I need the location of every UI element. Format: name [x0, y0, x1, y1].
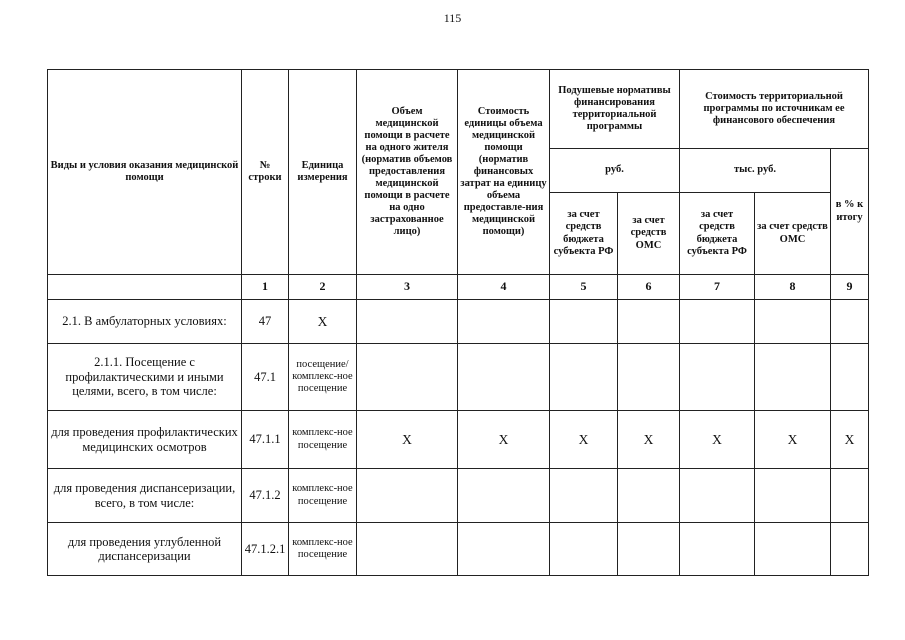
- header-col6-oms: за счет средств ОМС: [618, 193, 680, 275]
- row-name: 2.1.1. Посещение с профилактическими и иными целями, всего, в том числе:: [48, 344, 242, 411]
- row-cell: [618, 300, 680, 344]
- row-cell: Х: [831, 411, 869, 469]
- column-number: 4: [458, 275, 550, 300]
- header-thousand-rub: тыс. руб.: [680, 149, 831, 193]
- row-cell: [680, 344, 755, 411]
- header-col5-budget: за счет средств бюджета субъекта РФ: [550, 193, 618, 275]
- header-percent-total: в % к итогу: [831, 149, 869, 275]
- row-cell: [618, 469, 680, 523]
- row-cell: [357, 523, 458, 576]
- row-unit: Х: [289, 300, 357, 344]
- column-numbers-row: [48, 275, 869, 300]
- row-unit: комплекс-ное посещение: [289, 411, 357, 469]
- row-cell: [755, 344, 831, 411]
- row-cell: [458, 523, 550, 576]
- row-cell: [680, 469, 755, 523]
- row-cell: [357, 300, 458, 344]
- row-name: 2.1. В амбулаторных условиях:: [48, 300, 242, 344]
- column-number-blank: [48, 275, 242, 300]
- column-number: 6: [618, 275, 680, 300]
- column-number: 8: [755, 275, 831, 300]
- row-cell: [831, 469, 869, 523]
- row-cell: [755, 469, 831, 523]
- program-cost-table: [47, 69, 869, 576]
- row-cell: [550, 523, 618, 576]
- header-col7-budget: за счет средств бюджета субъекта РФ: [680, 193, 755, 275]
- header-program-cost-group: Стоимость территориальной программы по источникам ее финансового обеспечения: [680, 70, 869, 149]
- row-cell: [458, 469, 550, 523]
- row-unit: комплекс-ное посещение: [289, 523, 357, 576]
- row-cell: [680, 300, 755, 344]
- table-row: [48, 344, 869, 411]
- row-cell: [550, 344, 618, 411]
- table-row: [48, 523, 869, 576]
- table-row: [48, 411, 869, 469]
- row-cell: Х: [755, 411, 831, 469]
- column-number: 7: [680, 275, 755, 300]
- row-cell: [755, 523, 831, 576]
- row-cell: Х: [357, 411, 458, 469]
- row-name: для проведения профилактических медицинских осмотров: [48, 411, 242, 469]
- header-rub: руб.: [550, 149, 680, 193]
- row-name: для проведения диспансеризации, всего, в том числе:: [48, 469, 242, 523]
- row-cell: Х: [618, 411, 680, 469]
- header-volume: Объем медицинской помощи в расчете на одного жителя (норматив объемов предоставления медицинской помощи в расчете на одно застрахованное лицо): [357, 70, 458, 275]
- row-cell: [550, 300, 618, 344]
- header-kind-of-care: Виды и условия оказания медицинской помощи: [48, 70, 242, 275]
- header-row-number: № строки: [242, 70, 289, 275]
- column-number: 1: [242, 275, 289, 300]
- row-unit: посещение/ комплекс-ное посещение: [289, 344, 357, 411]
- row-cell: Х: [680, 411, 755, 469]
- row-cell: Х: [550, 411, 618, 469]
- row-number: 47: [242, 300, 289, 344]
- row-cell: [618, 523, 680, 576]
- page-number: 115: [443, 11, 462, 25]
- row-cell: [550, 469, 618, 523]
- header-per-capita-group: Подушевые нормативы финансирования территориальной программы: [550, 70, 680, 149]
- row-cell: [458, 344, 550, 411]
- row-number: 47.1.2: [242, 469, 289, 523]
- column-number: 5: [550, 275, 618, 300]
- header-unit: Единица измерения: [289, 70, 357, 275]
- row-number: 47.1.1: [242, 411, 289, 469]
- table-row: [48, 469, 869, 523]
- header-unit-cost: Стоимость единицы объема медицинской помощи (норматив финансовых затрат на единицу объема предоставле-ния медицинской помощи): [458, 70, 550, 275]
- row-cell: [680, 523, 755, 576]
- row-cell: [357, 469, 458, 523]
- header-col8-oms: за счет средств ОМС: [755, 193, 831, 275]
- row-cell: [357, 344, 458, 411]
- column-number: 2: [289, 275, 357, 300]
- row-number: 47.1: [242, 344, 289, 411]
- row-number: 47.1.2.1: [242, 523, 289, 576]
- table-row: [48, 300, 869, 344]
- row-cell: [458, 300, 550, 344]
- row-cell: [831, 300, 869, 344]
- row-cell: [831, 344, 869, 411]
- row-unit: комплекс-ное посещение: [289, 469, 357, 523]
- row-cell: Х: [458, 411, 550, 469]
- row-name: для проведения углубленной диспансеризации: [48, 523, 242, 576]
- row-cell: [755, 300, 831, 344]
- column-number: 3: [357, 275, 458, 300]
- row-cell: [618, 344, 680, 411]
- column-number: 9: [831, 275, 869, 300]
- row-cell: [831, 523, 869, 576]
